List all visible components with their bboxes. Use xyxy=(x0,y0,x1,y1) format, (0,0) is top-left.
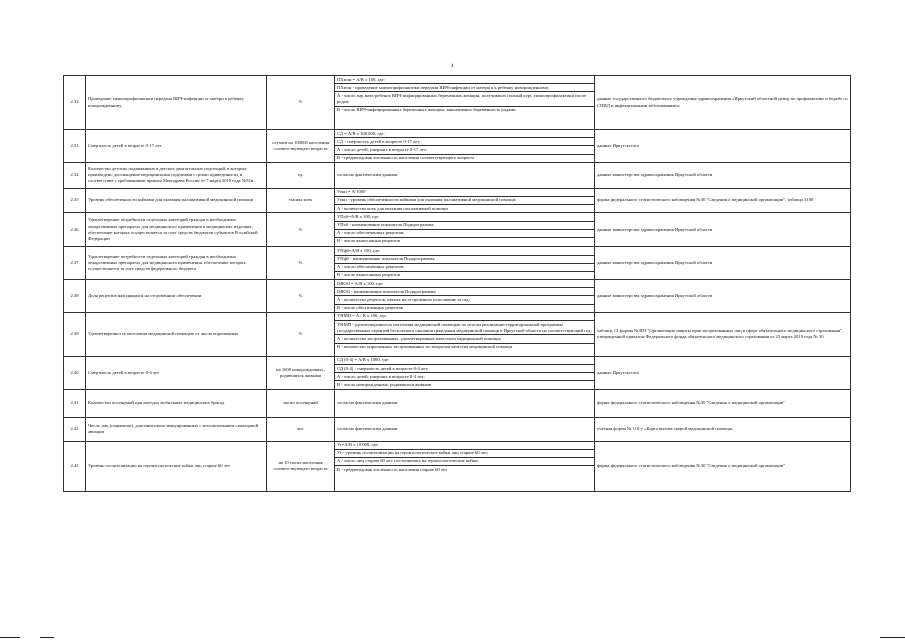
indicator-name: Уровень обеспеченности койками для оказания паллиативной медицинской помощи xyxy=(86,188,267,213)
data-source: форма федерального статистического наблюдения №30 "Сведения о медицинской организации", таблица 3100 xyxy=(595,188,851,213)
calculation-formula xyxy=(335,130,595,163)
table-row xyxy=(64,441,851,491)
unit-of-measure: чел. xyxy=(267,417,335,441)
indicator-name: Уровень госпитализации на геронтологические койки лиц старше 60 лет xyxy=(86,441,267,491)
formula-line: В - число ВИЧ-инфицированных беременных женщин, закончивших беременность родами xyxy=(337,107,516,113)
table-row xyxy=(64,417,851,441)
data-source: данные министерства здравоохранения Иркутской области xyxy=(595,162,851,188)
formula-line: Уг - уровень госпитализации на геронтологические койки лиц старше 60 лет; xyxy=(335,450,594,458)
data-source: данные министерства здравоохранения Иркутской области xyxy=(595,280,851,313)
unit-of-measure: тысяч посещений xyxy=(267,389,335,417)
unit-of-measure: % xyxy=(267,247,335,280)
formula-line: А - число пар мать-ребенок ВИЧ-инфицированных беременных женщин, получивших полный курс химиопрофилактики после родов; xyxy=(335,92,594,106)
formula-line: А - количество рецептов, взятых на отсроченное исполнение за год; xyxy=(335,296,594,304)
table-row xyxy=(64,188,851,213)
row-number: 2.41 xyxy=(64,389,86,417)
unit-of-measure: на 1000 новорожденных, родившихся живыми xyxy=(267,356,335,389)
indicator-name: Удовлетворенность населения медицинской помощью от числа опрошенных xyxy=(86,312,267,356)
formula-line: СД - смертность детей в возрасте 0-17 лет; xyxy=(335,138,594,146)
data-source: данные государственного бюджетного учреждения здравоохранения «Иркутский областной центр по профилактике и борьбе со СПИД и инфекционными заболеваниями» xyxy=(595,76,851,130)
calculation-formula xyxy=(335,188,595,213)
data-source: данные Иркутскстата xyxy=(595,356,851,389)
formula-line: В - число новорожденных, родившихся живыми xyxy=(337,381,432,387)
indicator-name: Смертность детей в возрасте 0-17 лет xyxy=(86,130,267,163)
formula-line: СД (0-4) = А/В х 1000, где: xyxy=(335,357,594,365)
data-source: данные министерства здравоохранения Иркутской области xyxy=(595,213,851,247)
formula-line: В - количество опрошенных застрахованных по вопросам качества медицинской помощи xyxy=(337,344,513,350)
formula-line: Уокп - уровень обеспеченности койками для оказания паллиативной медицинской помощи; xyxy=(335,197,594,205)
row-number: 2.43 xyxy=(64,441,86,491)
formula-line: А - число лиц старше 60 лет, поступивших на геронтологические койки; xyxy=(335,458,594,466)
formula-line: В - число выписанных рецептов xyxy=(337,272,400,278)
table-row xyxy=(64,389,851,417)
data-source: таблица 12 формы №ЗПЗ "Организация защиты прав застрахованных лиц в сфере обязательного медицинского страхования", утвержденной приказом Федерального фонда обязательного медицинского страхования от 25 марта 2019 года № 50 xyxy=(595,312,851,356)
unit-of-measure: % xyxy=(267,213,335,247)
table-row xyxy=(64,76,851,130)
table-row xyxy=(64,247,851,280)
formula-line: согласно фактическим данным xyxy=(337,425,398,431)
table-row xyxy=(64,130,851,163)
row-number: 2.36 xyxy=(64,213,86,247)
row-number: 2.32 xyxy=(64,76,86,130)
formula-line: В - среднегодовая численность населения старше 60 лет xyxy=(337,466,448,472)
row-number: 2.37 xyxy=(64,247,86,280)
indicator-name: Проведение химиопрофилактики передачи ВИЧ-инфекции от матери к ребенку новорожденному xyxy=(86,76,267,130)
unit-of-measure: % xyxy=(267,312,335,356)
formula-line: СД (0-4) - смертность детей в возрасте 0-4 лет; xyxy=(335,365,594,373)
table-row xyxy=(64,312,851,356)
formula-line: А - число детей, умерших в возрасте 0-4 лет; xyxy=(335,373,594,381)
formula-line: А - число обеспеченных рецептов; xyxy=(335,230,594,238)
calculation-formula xyxy=(335,280,595,313)
indicators-table xyxy=(63,75,851,492)
indicator-name: Доля рецептов находящихся на отсроченном обеспечении xyxy=(86,280,267,313)
unit-of-measure: ед. xyxy=(267,162,335,188)
data-source: учетная форма № 110-у «Карта вызова скорой медицинской помощи» xyxy=(595,417,851,441)
calculation-formula xyxy=(335,312,595,356)
calculation-formula xyxy=(335,389,595,417)
formula-line: А - количество застрахованных, удовлетворенных качеством медицинской помощи; xyxy=(335,335,594,343)
unit-of-measure: % xyxy=(267,76,335,130)
page-number: 4 xyxy=(451,64,454,69)
data-source: данные Иркутскстата xyxy=(595,130,851,163)
table-row xyxy=(64,162,851,188)
data-source: форма федерального статистического наблюдения №30 "Сведения о медицинской организации" xyxy=(595,389,851,417)
calculation-formula xyxy=(335,213,595,247)
unit-of-measure: тысяча коек xyxy=(267,188,335,213)
formula-line: А - число обеспеченных рецептов; xyxy=(335,264,594,272)
table-row xyxy=(64,213,851,247)
crop-mark-right xyxy=(880,637,905,638)
row-number: 2.38 xyxy=(64,280,86,313)
formula-line: DROO - наименование показателя Подпрограммы; xyxy=(335,288,594,296)
crop-mark-mid xyxy=(40,637,54,638)
unit-of-measure: случаев на 100000 населения соответствующего возраста xyxy=(267,130,335,163)
formula-line: ПХмчн = А/В х 100, где: xyxy=(335,76,594,84)
calculation-formula xyxy=(335,76,595,130)
formula-line: УПоб - наименование показателя Подпрограммы; xyxy=(335,222,594,230)
row-number: 2.39 xyxy=(64,312,86,356)
indicator-name: Число лиц (пациентов), дополнительно эвакуированных с использованием санитарной авиации xyxy=(86,417,267,441)
row-number: 2.42 xyxy=(64,417,86,441)
calculation-formula xyxy=(335,441,595,491)
formula-line: В - среднегодовая численность населения соответствующего возраста xyxy=(337,155,475,161)
formula-line: УНМП - удовлетворенность населения медицинской помощью по итогам реализации территориальной программы государственных гарантий бесплатного оказания гражданам медицинской помощи в Иркутской области на соответствующий год; xyxy=(335,321,594,335)
crop-mark-left xyxy=(0,637,20,638)
formula-line: А - число детей, умерших в возрасте 0-17 лет; xyxy=(335,146,594,154)
formula-line: согласно фактическим данным xyxy=(337,172,398,178)
row-number: 2.35 xyxy=(64,188,86,213)
formula-line: DROO = A/B х 100, где: xyxy=(335,280,594,288)
formula-line: согласно фактическим данным xyxy=(337,399,398,405)
table-row xyxy=(64,280,851,313)
row-number: 2.34 xyxy=(64,162,86,188)
unit-of-measure: % xyxy=(267,280,335,313)
formula-line: УПфб - наименование показателя Подпрограммы; xyxy=(335,256,594,264)
indicator-name: Количество посещений при выездах мобильных медицинских бригад xyxy=(86,389,267,417)
row-number: 2.40 xyxy=(64,356,86,389)
calculation-formula xyxy=(335,162,595,188)
data-source: форма федерального статистического наблюдения №30 "Сведения о медицинской организации" xyxy=(595,441,851,491)
formula-line: Уокп = А/1000 xyxy=(335,189,594,197)
unit-of-measure: на 10 тысяч населения соответствующего возраста xyxy=(267,441,335,491)
formula-line: В - число выписанных рецептов xyxy=(337,238,400,244)
table-row xyxy=(64,356,851,389)
indicator-name: Смертность детей в возрасте 0-4 лет xyxy=(86,356,267,389)
formula-line: В - число обеспеченных рецептов xyxy=(337,305,404,311)
row-number: 2.33 xyxy=(64,130,86,163)
calculation-formula xyxy=(335,417,595,441)
calculation-formula xyxy=(335,356,595,389)
formula-line: СД = А/В х 100 000, где: xyxy=(335,130,594,138)
formula-line: УПфб=А/В х 100, где: xyxy=(335,247,594,255)
indicator-name: Количество детских подвижников и детских двигательных подсекций, в которых произведено дооснащение медицинскими изделиями с целью приведения их в соответствие с требованиями приказа Минздрава России от 7 марта 2018 года №92н xyxy=(86,162,267,188)
calculation-formula xyxy=(335,247,595,280)
data-source: данные министерства здравоохранения Иркутской области xyxy=(595,247,851,280)
formula-line: УНМП = А / В х 100, где: xyxy=(335,313,594,321)
formula-line: А - количество коек для оказания паллиативной помощи xyxy=(337,205,448,211)
formula-line: УПоб=А/В х 100, где: xyxy=(335,213,594,221)
formula-line: Уг=А/В х 10 000, где: xyxy=(335,442,594,450)
indicator-name: Удовлетворение потребности отдельных категорий граждан в необходимых лекарственных препаратах для медицинского применения, обеспечение которых осуществляется за счет средств федерального бюджета xyxy=(86,247,267,280)
formula-line: ПХмчн - проведение химиопрофилактики передачи ВИЧ-инфекции от матери к к ребенку новорожденному; xyxy=(335,84,594,92)
indicator-name: Удовлетворение потребности отдельных категорий граждан в необходимых лекарственных препаратах для медицинского применения и медицинских изделиях, обеспечение которых осуществляется за счет средств бюджетов субъектов Российской Федерации xyxy=(86,213,267,247)
